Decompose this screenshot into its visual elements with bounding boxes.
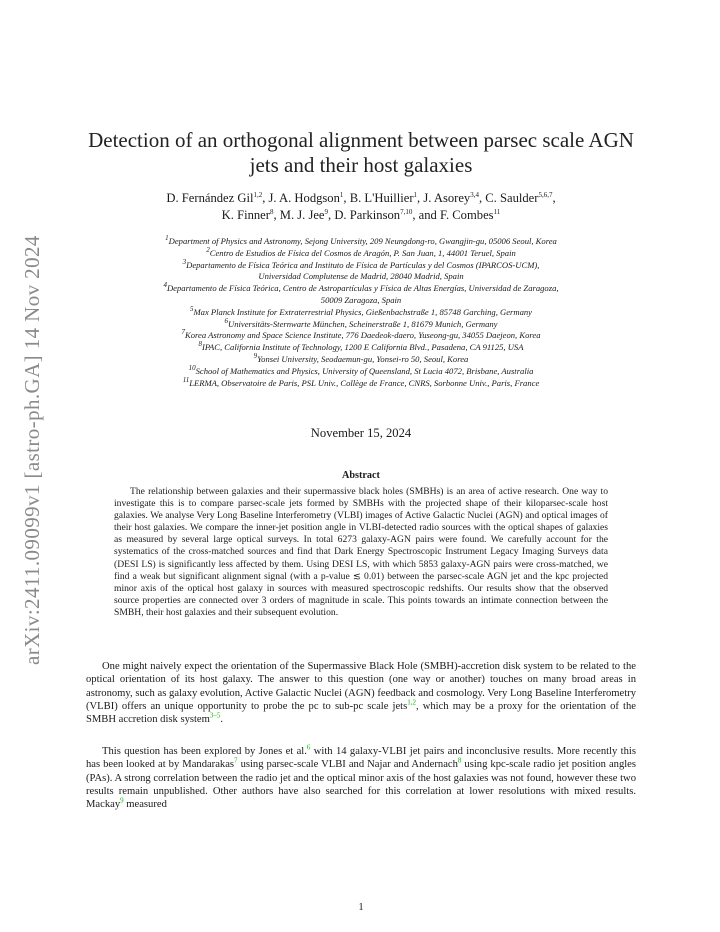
body-paragraph-2 <box>86 745 636 811</box>
author-affil: 7,10 <box>400 207 413 216</box>
affil-text: Universitäts-Sternwarte München, Scheinerstraße 1, 81679 Munich, Germany <box>228 318 498 329</box>
author-affil: 5,6,7 <box>538 190 553 199</box>
arxiv-identifier <box>20 215 46 665</box>
author-affil: 1 <box>413 190 418 199</box>
affil-text: Departamento de Física Teórica, Centro de Astropartículas y Física de Altas Energías, Universidad de Zaragoza, <box>166 283 559 294</box>
author: , C. Saulder <box>478 191 539 205</box>
affil-text: Korea Astronomy and Space Science Institute, 776 Daedeok-daero, Yuseong-gu, 34055 Daejeon, Korea <box>184 330 541 341</box>
author-affil: 9 <box>324 207 329 216</box>
citation-link[interactable]: 9 <box>120 796 124 805</box>
affil-text: Yonsei University, Seodaemun-gu, Yonsei-ro 50, Seoul, Korea <box>257 353 469 364</box>
affil-text: Departamento de Física Teórica and Instituto de Física de Partículas y del Cosmos (IPARCOS-UCM), <box>186 259 540 270</box>
arxiv-id-text: arXiv:2411.09099v1 [astro-ph.GA] 14 Nov 2024 <box>20 235 44 665</box>
publication-date: November 15, 2024 <box>310 426 412 440</box>
paragraph-text: measured <box>123 799 167 811</box>
affil-number: 8 <box>198 340 203 349</box>
affil-number: 4 <box>163 281 167 290</box>
affiliation-item <box>74 283 648 295</box>
affil-text: School of Mathematics and Physics, University of Queensland, St Lucia 4072, Brisbane, Australia <box>195 365 534 376</box>
citation-link[interactable]: 7 <box>234 756 238 765</box>
abstract-text: The relationship between galaxies and their supermassive black holes (SMBHs) is an area of active research. One way to investigate this is to compare parsec-scale jets formed by SMBHs with the projected shape of their kiloparsec-scale host galaxies. We analyse Very Long Baseline Interferometry (VLBI) images of Active Galactic Nuclei (AGN) and optical images of their host galaxies. We compare the inner-jet position angle in VLBI-detected radio sources with the optical shapes of galaxies as measured by several large optical surveys. In total 6273 galaxy-AGN pairs were found. We carefully account for the systematics of the cross-matched sources and find that Dark Energy Spectroscopic Instrument Legacy Imaging Surveys data (DESI LS) is significantly less affected by them. Using DESI LS, with which 5853 galaxy-AGN pairs were cross-matched, we find a weak but significant alignment signal (with a p-value ≲ 0.01) between the parsec-scale AGN jet and the kpc projected minor axis of the optical host galaxy in sources with measured spectroscopic redshifts. Our results show that the observed source properties are connected over 3 orders of magnitude in scale. This points towards an intimate connection between the SMBH, their host galaxies and their subsequent evolution. <box>114 486 608 618</box>
affil-text: LERMA, Observatoire de Paris, PSL Univ., Collège de France, CNRS, Sorbonne Univ., Paris, France <box>189 377 540 388</box>
affil-number: 6 <box>224 316 229 325</box>
affiliation-item <box>74 236 648 248</box>
paragraph-text: , which may be a proxy for the orientation of the SMBH accretion disk system <box>86 700 636 726</box>
author-line-1 <box>86 190 636 207</box>
page-number: 1 <box>358 902 364 913</box>
affil-number: 11 <box>182 375 190 384</box>
citation-link[interactable]: 6 <box>306 743 311 752</box>
author: , M. J. Jee <box>273 208 325 222</box>
affil-text: IPAC, California Institute of Technology, 1200 E California Blvd., Pasadena, CA 91125, USA <box>202 342 524 353</box>
citation-link[interactable]: 3–5 <box>209 711 221 720</box>
affil-number: 2 <box>206 245 210 254</box>
author-line-2 <box>86 207 636 224</box>
affil-text: Department of Physics and Astronomy, Sejong University, 209 Neungdong-ro, Gwangjin-gu, 05006 Seoul, Korea <box>168 236 557 246</box>
affiliation-list <box>74 236 648 389</box>
author-affil: 11 <box>493 207 501 216</box>
author-affil: 1 <box>339 190 344 199</box>
citation-link[interactable]: 1,2 <box>407 698 416 707</box>
affiliation-item <box>74 375 648 390</box>
affiliation-item <box>74 330 648 342</box>
author-separator: , <box>552 191 556 205</box>
author-affil: 8 <box>269 207 274 216</box>
affiliation-item <box>74 245 648 260</box>
affiliation-item <box>74 354 648 366</box>
affiliation-item <box>74 363 648 378</box>
affiliation-item-cont: 50009 Zaragoza, Spain <box>320 294 402 305</box>
affil-number: 7 <box>181 328 185 337</box>
paragraph-text: using parsec-scale VLBI and Najar and Andernach <box>237 759 458 771</box>
affil-number: 1 <box>165 234 169 243</box>
author: , J. A. Hodgson <box>262 191 340 205</box>
affil-text: Centro de Estudios de Física del Cosmos de Aragón, P. San Juan, 1, 44001 Teruel, Spain <box>209 247 516 258</box>
affil-text: Max Planck Institute for Extraterrestrial Physics, Gießenbachstraße 1, 85748 Garching, Germany <box>193 306 533 317</box>
paragraph-text: This question has been explored by Jones et al. <box>102 746 307 757</box>
author: , J. Asorey <box>417 191 471 205</box>
author-affil: 1,2 <box>253 190 263 199</box>
affil-number: 10 <box>188 363 196 372</box>
citation-link[interactable]: 8 <box>457 756 462 765</box>
affiliation-item-cont: Universidad Complutense de Madrid, 28040 Madrid, Spain <box>258 271 464 282</box>
paper-title <box>86 128 636 178</box>
author: , and F. Combes <box>412 208 494 222</box>
affiliation-item <box>74 342 648 354</box>
author: , B. L'Huillier <box>343 191 414 205</box>
affil-number: 5 <box>189 304 194 313</box>
title-line-2: jets and their host galaxies <box>249 153 473 177</box>
author: , D. Parkinson <box>328 208 401 222</box>
author: D. Fernández Gil <box>166 191 254 205</box>
paragraph-text: with 14 galaxy-VLBI jet pairs and inconclusive results. More recently this has been looked at by Mandarakas <box>86 746 636 771</box>
author-affil: 3,4 <box>470 190 479 199</box>
affiliation-item <box>74 316 648 331</box>
paragraph-text: . <box>220 714 224 726</box>
body-paragraph-1 <box>86 660 636 726</box>
abstract-heading: Abstract <box>342 470 380 481</box>
affiliation-item <box>74 304 648 319</box>
paragraph-text: One might naively expect the orientation of the Supermassive Black Hole (SMBH)-accretion disk system to be related to the optical orientation of its host galaxy. The answer to this question (one way or another) touches on many broad areas in astronomy, such as galaxy evolution, Active Galactic Nuclei (AGN) feedback and cosmology. Very Long Baseline Interferometry (VLBI) offers an unique opportunity to probe the pc to sub-pc scale jets <box>86 661 636 712</box>
affil-number: 3 <box>182 257 187 266</box>
author-list <box>86 190 636 224</box>
affiliation-item <box>74 257 648 272</box>
author: K. Finner <box>221 208 270 222</box>
paragraph-text: using kpc-scale radio jet position angles (PAs). A strong correlation between the radio jet and the optical minor axis of the host galaxies was not found, however these two results remain unpublished. Other authors have also searched for this correlation at lower resolutions with mixed results. Mackay <box>86 759 637 811</box>
title-line-1: Detection of an orthogonal alignment between parsec scale AGN <box>88 128 634 152</box>
affil-number: 9 <box>253 352 258 361</box>
